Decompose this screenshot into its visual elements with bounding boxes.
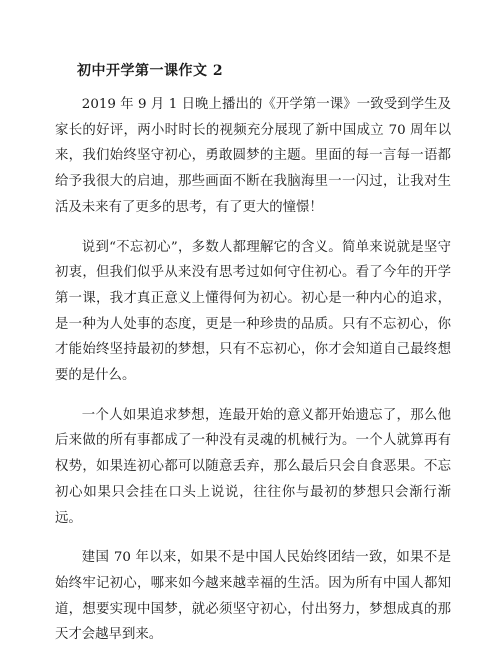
paragraph-1: 2019 年 9 月 1 日晚上播出的《开学第一课》一致受到学生及家长的好评，两小时时长的视频充分展现了新中国成立 70 周年以来，我们始终坚守初心，勇敢圆梦的主题。里面的每一言每一语都给予我很大的启迪，那些画面不断在我脑海里一一闪过，让我对生活及未来有了更多的思考，有了更大的憧憬！ — [55, 97, 451, 215]
paragraph-3: 一个人如果追求梦想，连最开始的意义都开始遗忘了，那么他后来做的所有事都成了一种没有灵魂的机械行为。一个人就算再有权势，如果连初心都可以随意丢弃，那么最后只会自食恶果。不忘初心如果只会挂在口头上说说，往往你与最初的梦想只会渐行渐远。 — [55, 407, 451, 526]
document-page — [55, 60, 451, 662]
paragraph-4: 建国 70 年以来，如果不是中国人民始终团结一致，如果不是始终牢记初心，哪来如今越来越幸福的生活。因为所有中国人都知道，想要实现中国梦，就必须坚守初心，付出努力，梦想成真的那天才会越早到来。 — [55, 550, 451, 643]
document-title: 初中开学第一课作文 2 — [77, 63, 224, 79]
paragraph-2: 说到“不忘初心”，多数人都理解它的含义。简单来说就是坚守初衷，但我们似乎从来没有思考过如何守住初心。看了今年的开学第一课，我才真正意义上懂得何为初心。初心是一种内心的追求，是一种为人处事的态度，更是一种珍贵的品质。只有不忘初心，你才能始终坚持最初的梦想，只有不忘初心，你才会知道自己最终想要的是什么。 — [55, 239, 451, 384]
